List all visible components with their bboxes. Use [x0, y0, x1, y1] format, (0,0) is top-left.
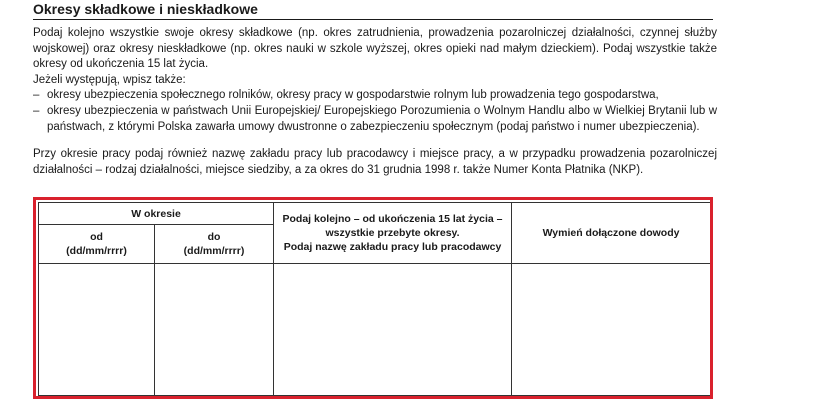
intro-paragraph: Podaj kolejno wszystkie swoje okresy składkowe (np. okres zatrudnienia, prowadzenia pozarolniczej działalności, czynnej służby wojskowej) oraz okresy nieskładkowe (np. okres nauki w szkole wyższej, okres opieki nad małym dzieckiem). Podaj wszystkie także okresy od ukończenia 15 lat życia.: [33, 27, 717, 71]
additional-periods-list: [33, 88, 717, 135]
list-item-text: okresy ubezpieczenia w państwach Unii Europejskiej/ Europejskiego Porozumienia o Wolnym Handlu albo w Wielkiej Brytanii lub w państwach, z którymi Polska zawarła umowy dwustronne o zabezpieczeniu społecznym (podaj państwo i numer ubezpieczenia).: [47, 104, 717, 133]
work-note-paragraph: Przy okresie pracy podaj również nazwę zakładu pracy lub pracodawcy i miejsce pracy, a w przypadku prowadzenia pozarolniczej działalności – rodzaj działalności, miejsce siedziby, a za okres do 31 grudnia 1998 r. także Numer Konta Płatnika (NKP).: [33, 148, 717, 176]
periods-description-header: Podaj kolejno – od ukończenia 15 lat życia – wszystkie przebyte okresy. Podaj nazwę zakładu pracy lub pracodawcy: [274, 203, 512, 264]
period-header: W okresie: [39, 203, 274, 225]
list-item-text: okresy ubezpieczenia społecznego rolników, okresy pracy w gospodarstwie rolnym lub prowadzenia tego gospodarstwa,: [47, 89, 659, 102]
highlight-frame: [33, 197, 713, 399]
to-date-header: do (dd/mm/rrrr): [155, 225, 274, 263]
list-item: [33, 88, 717, 104]
from-date-header: od (dd/mm/rrrr): [39, 225, 155, 263]
dash-marker: –: [33, 104, 40, 117]
also-intro: Jeżeli występują, wpisz także:: [33, 73, 186, 86]
instructions: [33, 26, 717, 178]
list-item: [33, 104, 717, 135]
section-title: Okresy składkowe i nieskładkowe: [33, 0, 713, 20]
dash-marker: –: [33, 89, 40, 102]
evidence-header: Wymień dołączone dowody: [512, 203, 711, 264]
